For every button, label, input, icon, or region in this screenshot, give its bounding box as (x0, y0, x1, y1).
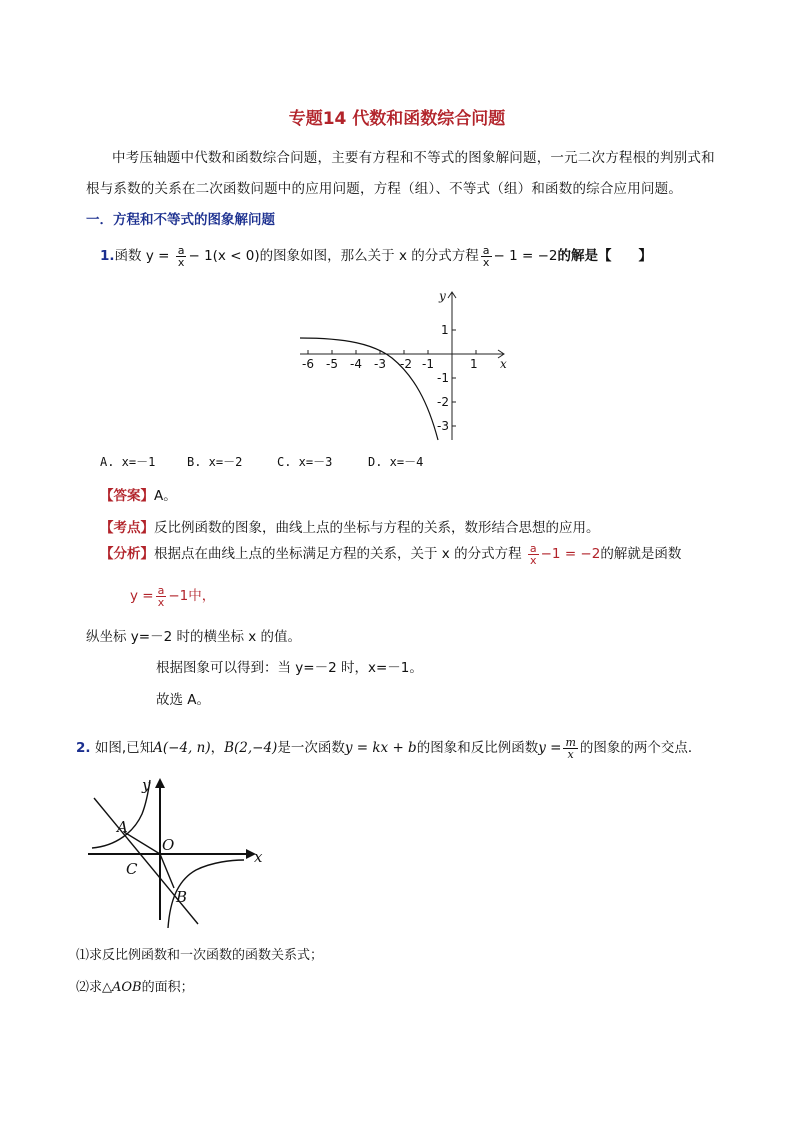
q1-y-tick-label: -3 (437, 419, 449, 433)
kaodian-tag: 【考点】 (100, 520, 154, 536)
answer-tag: 【答案】 (100, 488, 154, 504)
q1-eq-rest: − 1 = −2 (493, 248, 558, 264)
q2-sub2 (76, 976, 194, 995)
fenxi-text-a: 根据点在曲线上点的坐标满足方程的关系，关于 x 的分式方程 (154, 546, 522, 562)
q1-fenxi-line1 (100, 542, 681, 566)
q1-curve (300, 338, 438, 440)
q2-number: 2. (76, 740, 91, 756)
q2-stem (76, 736, 701, 760)
q1-option-c: C. x=－3 (277, 455, 333, 469)
q1-frac-num: a (177, 243, 185, 257)
q1-x-tick-label: -5 (326, 357, 338, 371)
q2-inv-y: y = (538, 740, 562, 756)
q2-text-b: 是一次函数 (277, 740, 345, 756)
q1-y-tick-label: -2 (437, 395, 449, 409)
q2-segment-oa (124, 832, 160, 854)
q1-func-rest: − 1(x < 0) (188, 248, 260, 264)
q1-x-tick-label: -2 (400, 357, 412, 371)
q1-option-d: D. x=－4 (368, 455, 424, 469)
q2-segment-ob (160, 854, 174, 888)
q2-inv-num: m (565, 735, 576, 749)
fenxi-rest: −1中， (168, 588, 216, 604)
section-heading: 一．方程和不等式的图象解问题 (86, 212, 275, 228)
fenxi-text-b: 的解就是函数 (600, 546, 682, 562)
fenxi-frac-num: a (529, 541, 537, 555)
q2-graph (86, 770, 276, 930)
q1-y-tick-label: 1 (441, 323, 449, 337)
q2-y-arrow-icon (155, 778, 165, 788)
q1-x-tick-label: -4 (350, 357, 362, 371)
q1-x-tick-label: -6 (302, 357, 314, 371)
q2-label-a: A (117, 818, 128, 836)
q2-sub2-a: ⑵求△ (76, 980, 112, 995)
q2-point-b: B(2,−4) (224, 740, 278, 756)
intro-paragraph: 中考压轴题中代数和函数综合问题，主要有方程和不等式的图象解问题，一元二次方程根的判别式和根与系数的关系在二次函数问题中的应用问题，方程（组）、不等式（组）和函数的综合应用问题。 (86, 150, 715, 197)
q2-y-axis-label: y (142, 776, 151, 794)
fenxi-frac-den: x (529, 553, 537, 567)
q1-fenxi-line5: 故选 A。 (156, 692, 211, 708)
q2-inv-den: x (567, 747, 574, 761)
q2-label-c: C (126, 860, 138, 878)
q1-number: 1. (100, 248, 115, 264)
q1-func-lhs: y = (145, 248, 174, 264)
q1-answer (100, 484, 177, 504)
q2-label-o: O (162, 836, 175, 854)
q2-sep: ， (210, 740, 225, 756)
q1-x-axis-label: x (500, 357, 507, 371)
q2-inv-fraction (563, 737, 577, 760)
q2-x-axis-label: x (254, 848, 263, 866)
q1-fenxi-line4: 根据图象可以得到：当 y=－2 时，x=－1。 (156, 660, 423, 676)
q2-sub2-aob: AOB (112, 980, 142, 995)
q2-point-a: A(−4, n) (153, 740, 211, 756)
fenxi-frac2-den: x (157, 595, 165, 609)
page-title: 专题14 代数和函数综合问题 (288, 109, 506, 129)
q1-pre: 函数 (114, 248, 142, 264)
fenxi-fraction (528, 543, 539, 566)
q1-eq-fraction (481, 245, 492, 268)
q1-eq-frac-num: a (482, 243, 490, 257)
q1-y-axis-label: y (439, 289, 446, 303)
q2-text-d: 的图象的两个交点． (579, 740, 702, 756)
q1-fraction (176, 245, 187, 268)
q1-stem (100, 244, 652, 268)
q1-mid: 的图象如图，那么关于 x 的分式方程 (259, 248, 479, 264)
q1-option-a: A. x=－1 (100, 455, 156, 469)
kaodian-text: 反比例函数的图象，曲线上点的坐标与方程的关系，数形结合思想的应用。 (154, 520, 600, 536)
q1-fenxi-line2 (130, 584, 215, 608)
q1-x-tick-label: -3 (374, 357, 386, 371)
q2-sub2-b: 的面积； (141, 980, 194, 995)
fenxi-tag: 【分析】 (100, 546, 154, 562)
fenxi-y: y = (130, 588, 154, 604)
q1-kaodian (100, 516, 600, 536)
fenxi-frac2-num: a (157, 583, 165, 597)
q1-eq-frac-den: x (482, 255, 490, 269)
q1-frac-den: x (177, 255, 185, 269)
q2-text-c: 的图象和反比例函数 (416, 740, 539, 756)
q1-fenxi-line3: 纵坐标 y=－2 时的横坐标 x 的值。 (86, 629, 302, 645)
q1-x-tick-label: -1 (422, 357, 434, 371)
q2-label-b: B (176, 888, 188, 906)
q1-post: 的解是【 】 (557, 248, 652, 264)
q2-sub1: ⑴求反比例函数和一次函数的函数关系式； (76, 948, 324, 963)
q1-graph (296, 284, 516, 444)
q1-x-tick-label: 1 (470, 357, 478, 371)
answer-text: A。 (154, 488, 177, 504)
q2-text-a: 如图,已知 (94, 740, 154, 756)
fenxi-eq-rest: −1 = −2 (540, 546, 601, 562)
q1-y-tick-label: -1 (437, 371, 449, 385)
fenxi-fraction-2 (156, 585, 167, 608)
q2-linear: y = kx + b (344, 740, 417, 756)
q1-option-b: B. x=－2 (187, 455, 243, 469)
